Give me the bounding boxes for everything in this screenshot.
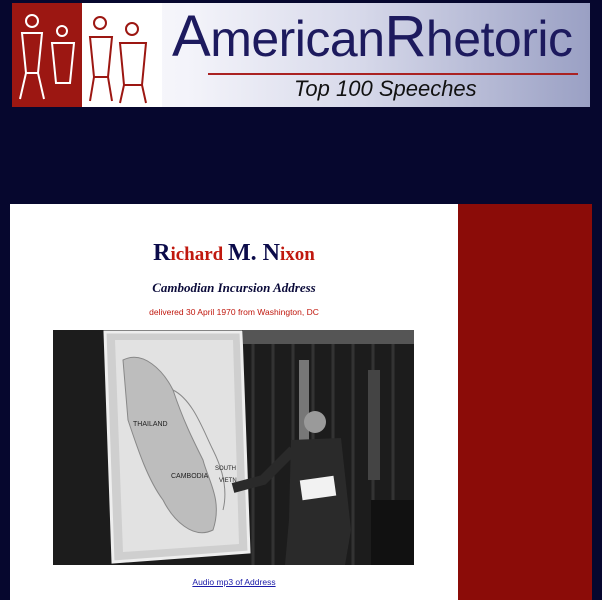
map-label-vietnam: VIETN — [219, 478, 237, 484]
speaker-name-part1: ichard — [170, 244, 228, 265]
banner-divider — [208, 73, 578, 75]
site-title — [172, 4, 573, 69]
speech-photo — [53, 330, 414, 565]
map-label-south: SOUTH — [215, 466, 236, 472]
site-title-cap-r: R — [384, 4, 426, 69]
speech-content-panel — [10, 204, 458, 600]
site-title-cap-a: A — [172, 4, 211, 69]
audio-mp3-link[interactable]: Audio mp3 of Address — [192, 577, 276, 587]
site-subtitle: Top 100 Speeches — [294, 76, 477, 101]
delivery-info: delivered 30 April 1970 from Washington, DC — [149, 307, 319, 317]
map-label-thailand: THAILAND — [133, 421, 168, 428]
speaker-initial-r: R — [153, 240, 171, 266]
site-title-part2: hetoric — [425, 11, 573, 67]
speaker-name-part2: ixon — [280, 244, 315, 265]
right-sidebar — [458, 204, 592, 600]
site-title-part1: merican — [210, 11, 385, 67]
speaker-initial-n: N — [262, 240, 280, 266]
podium-speakers-logo — [12, 3, 162, 107]
map-label-cambodia: CAMBODIA — [171, 473, 209, 480]
speaker-initial-m: M. — [228, 240, 263, 266]
speaker-name — [10, 240, 458, 267]
speech-title: Cambodian Incursion Address — [152, 280, 316, 295]
site-banner[interactable] — [12, 3, 590, 107]
